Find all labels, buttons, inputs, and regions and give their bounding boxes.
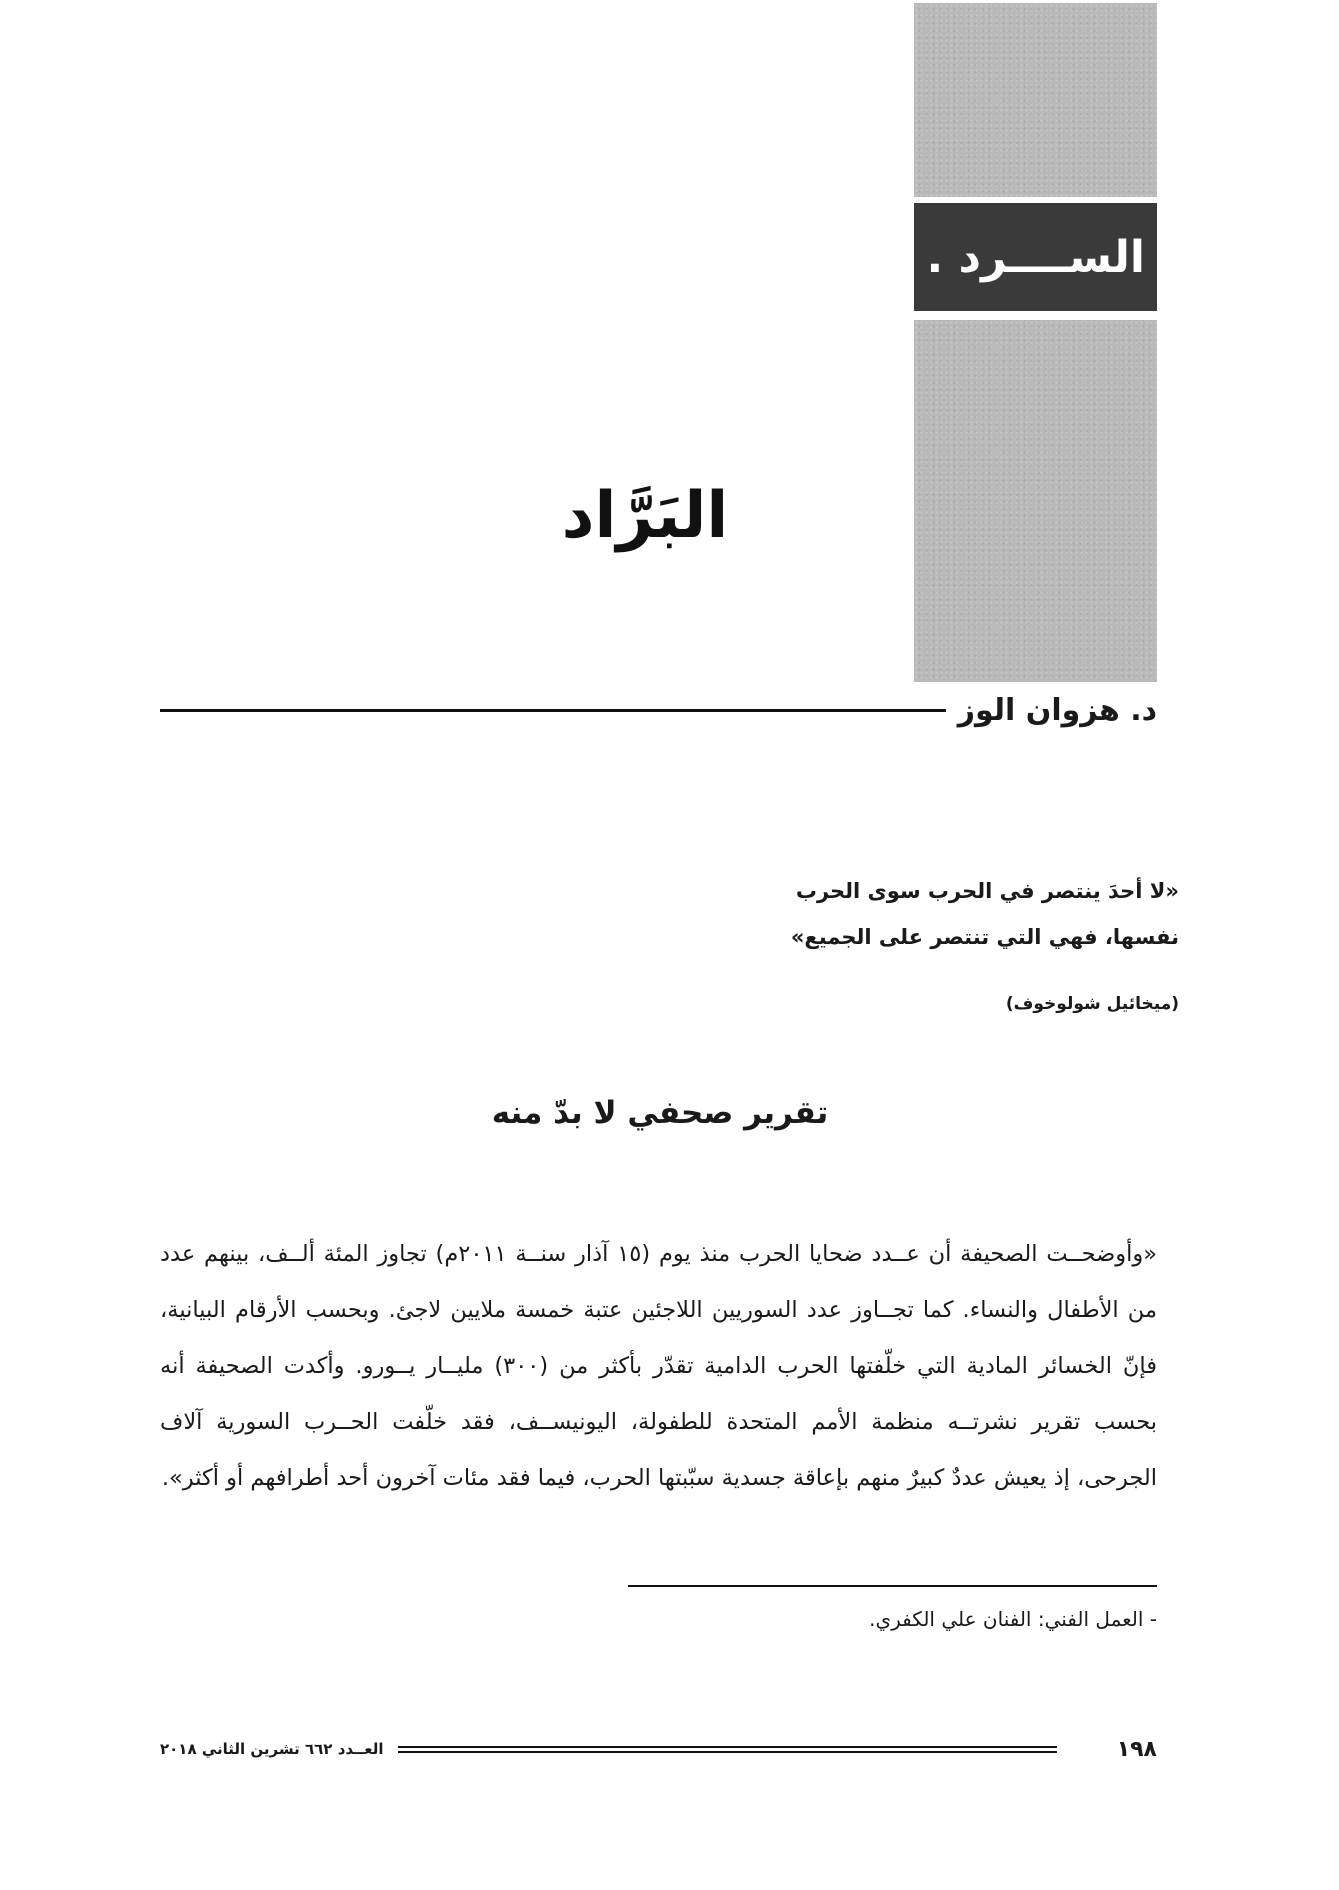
article-title: البَرَّاد bbox=[561, 479, 729, 553]
page-footer bbox=[160, 1734, 1157, 1764]
section-header-band bbox=[862, 203, 1157, 311]
footnote-divider bbox=[628, 1585, 1157, 1587]
epigraph-line-1: «لا أحدَ ينتصر في الحرب سوى الحرب bbox=[795, 879, 1179, 903]
epigraph-quote bbox=[759, 868, 1179, 960]
issue-label: العــدد ٦٦٢ تشرين الثاني ٢٠١٨ bbox=[160, 1740, 384, 1758]
author-divider bbox=[160, 709, 946, 712]
author-name: د. هزوان الوز bbox=[957, 692, 1157, 728]
epigraph-line-2: نفسها، فهي التي تنتصر على الجميع» bbox=[790, 925, 1179, 949]
footnote-artwork-credit: - العمل الفني: الفنان علي الكفري. bbox=[869, 1607, 1157, 1631]
epigraph-source: (ميخائيل شولوخوف) bbox=[1005, 994, 1179, 1014]
decorative-grey-panel-top bbox=[914, 3, 1157, 197]
author-line bbox=[160, 692, 1157, 728]
section-subheading: تقرير صحفي لا بدّ منه bbox=[491, 1095, 829, 1131]
footer-double-rule bbox=[398, 1746, 1057, 1753]
body-paragraph: «وأوضحــت الصحيفة أن عــدد ضحايا الحرب منذ يوم (١٥ آذار سنــة ٢٠١١م) تجاوز المئة ألــف، بينهم عدد من الأطفال والنساء. كما تجــاوز عدد السوريين اللاجئين عتبة خمسة ملايين لاجئ. وبحسب الأرقام البيانية، فإنّ الخسائر المادية التي خلّفتها الحرب الدامية تقدّر بأكثر من (٣٠٠) مليــار يــورو. وأكدت الصحيفة أنه بحسب تقرير نشرتــه منظمة الأمم المتحدة للطفولة، اليونيســف، فقد خلّفت الحــرب السورية آلاف الجرحى، إذ يعيش عددٌ كبيرٌ منهم بإعاقة جسدية سبّبتها الحرب، فيما فقد مئات آخرون أحد أطرافهم أو أكثر». bbox=[160, 1240, 1157, 1491]
page-number: ١٩٨ bbox=[1116, 1736, 1157, 1762]
section-label: الســــرد . . . bbox=[862, 231, 1145, 283]
decorative-grey-panel-bottom bbox=[914, 320, 1157, 682]
